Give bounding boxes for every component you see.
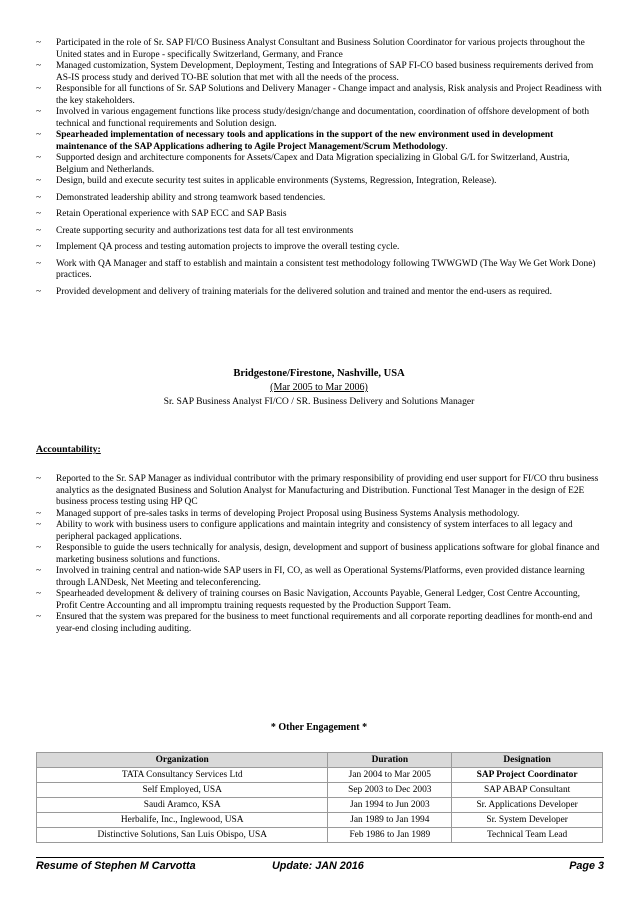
bullet-marker: ~	[36, 520, 42, 530]
accountability-item	[36, 520, 602, 543]
responsibility-text: Retain Operational experience with SAP ECC and SAP Basis	[56, 209, 287, 219]
footer-divider	[36, 857, 604, 858]
accountability-list	[36, 474, 602, 635]
responsibility-text: Create supporting security and authorizations test data for all test environments	[56, 225, 354, 236]
responsibility-text: Involved in various engagement functions like process study/design/change and documentation, coordination of offshore development of both technical and functional requirements and Solution design.	[56, 107, 590, 129]
column-header-designation: Designation	[452, 753, 603, 768]
responsibilities-list	[36, 38, 602, 298]
other-engagement-heading: * Other Engagement *	[270, 722, 368, 733]
duration-cell: Jan 1994 to Jun 2003	[328, 798, 452, 813]
accountability-item	[36, 474, 602, 509]
organization-cell: Self Employed, USA	[37, 783, 328, 798]
organization-cell: Saudi Aramco, KSA	[37, 798, 328, 813]
bullet-marker: ~	[36, 612, 42, 622]
responsibility-text: Work with QA Manager and staff to establish and maintain a consistent test methodology following TWWGWD (The Way We Get Work Done) practices.	[56, 258, 596, 280]
responsibility-item	[36, 226, 602, 238]
bullet-marker: ~	[36, 508, 42, 519]
bullet-marker: ~	[36, 192, 42, 203]
bullet-marker: ~	[36, 130, 42, 140]
bullet-marker: ~	[36, 258, 42, 269]
accountability-text: Involved in training central and nation-wide SAP users in FI, CO, as well as Operational Systems/Platforms, even provided distance learning through LANDesk, Net Meeting and teleconferencing.	[56, 566, 585, 588]
designation-cell: Technical Team Lead	[452, 828, 603, 843]
responsibility-item	[36, 130, 602, 153]
bullet-marker: ~	[36, 38, 42, 48]
organization-cell: Herbalife, Inc., Inglewood, USA	[37, 813, 328, 828]
table-row	[37, 768, 603, 783]
accountability-text: Ensured that the system was prepared for the business to meet functional requirements and all corporate reporting deadlines for month-end and year-end closing including auditing.	[56, 612, 593, 634]
responsibility-text: Demonstrated leadership ability and strong teamwork based tendencies.	[56, 192, 326, 203]
designation-cell: SAP ABAP Consultant	[452, 783, 603, 798]
accountability-item	[36, 612, 602, 635]
accountability-heading: Accountability:	[36, 444, 101, 455]
duration-cell: Sep 2003 to Dec 2003	[328, 783, 452, 798]
responsibility-text: Responsible for all functions of Sr. SAP Solutions and Delivery Manager - Change impact and analysis, Risk analysis and Project Readiness with the key stakeholders.	[56, 84, 602, 106]
responsibility-item	[36, 242, 602, 254]
table-row	[37, 783, 603, 798]
accountability-text: Responsible to guide the users technically for analysis, design, development and support of business applications software for global finance and marketing business solutions and functions.	[56, 543, 600, 565]
bullet-marker: ~	[36, 566, 42, 576]
responsibility-text: Spearheaded implementation of necessary tools and applications in the support of the new environment used in development maintenance of the SAP Applications adhering to Agile Project Management/Scrum Methodology	[56, 130, 554, 152]
bullet-marker: ~	[36, 176, 42, 186]
organization-cell: Distinctive Solutions, San Luis Obispo, USA	[37, 828, 328, 843]
engagement-table	[36, 752, 603, 843]
responsibility-item	[36, 61, 602, 84]
accountability-text: Ability to work with business users to configure applications and maintain integrity and consistency of system interfaces to all legacy and peripheral packaged applications.	[56, 520, 573, 542]
bullet-marker: ~	[36, 225, 42, 236]
responsibility-text: Managed customization, System Development, Deployment, Testing and Integrations of SAP FI-CO based business requirements derived from AS-IS process study and derived TO-BE solution that met with all the needs of the process.	[56, 61, 594, 83]
employment-dates: (Mar 2005 to Mar 2006)	[270, 382, 368, 393]
bullet-marker: ~	[36, 474, 42, 484]
responsibility-item	[36, 153, 602, 176]
duration-cell: Feb 1986 to Jan 1989	[328, 828, 452, 843]
bullet-marker: ~	[36, 209, 42, 219]
accountability-text: Managed support of pre-sales tasks in terms of developing Project Proposal using Business Systems Analysis methodology.	[56, 508, 520, 519]
responsibility-item	[36, 193, 602, 205]
footer-resume-name: Resume of Stephen M Carvotta	[36, 860, 196, 872]
bullet-marker: ~	[36, 153, 42, 163]
bullet-marker: ~	[36, 84, 42, 94]
accountability-text: Reported to the Sr. SAP Manager as individual contributor with the primary responsibility of providing end user support for FI/CO thru business analytics as the designated Business and Solution Analyst for Manufacturing and Distribution. Functional Test Manager in the design of E2E business process testing using HP QC	[56, 474, 599, 507]
designation-cell: Sr. System Developer	[452, 813, 603, 828]
duration-cell: Jan 2004 to Mar 2005	[328, 768, 452, 783]
footer-page-number: Page 3	[569, 860, 604, 872]
accountability-text: Spearheaded development & delivery of training courses on Basic Navigation, Accounts Payable, General Ledger, Cost Centre Accounting, Profit Centre Accounting and all impromptu training requests requested by the Production Support Team.	[56, 589, 580, 611]
designation-cell: SAP Project Coordinator	[452, 768, 603, 783]
responsibility-item	[36, 176, 602, 188]
accountability-item	[36, 566, 602, 589]
table-row	[37, 798, 603, 813]
accountability-item	[36, 509, 602, 521]
responsibility-text: Supported design and architecture components for Assets/Capex and Data Migration specializing in Global G/L for Switzerland, Austria, Belgium and Netherlands.	[56, 153, 570, 175]
responsibility-text: Implement QA process and testing automation projects to improve the overall testing cycle.	[56, 242, 400, 252]
responsibility-text: Participated in the role of Sr. SAP FI/CO Business Analyst Consultant and Business Solution Coordinator for various projects throughout the United states and in Europe - specifically Switzerland, Germany, and France	[56, 38, 585, 60]
responsibility-item	[36, 209, 602, 221]
responsibility-item	[36, 259, 602, 282]
column-header-organization: Organization	[37, 753, 328, 768]
responsibility-text: Design, build and execute security test suites in applicable environments (Systems, Regression, Integration, Release).	[56, 176, 497, 186]
organization-cell: TATA Consultancy Services Ltd	[37, 768, 328, 783]
footer-update-date: Update: JAN 2016	[272, 860, 364, 872]
accountability-item	[36, 543, 602, 566]
responsibility-suffix: .	[445, 141, 448, 152]
employer-name: Bridgestone/Firestone, Nashville, USA	[233, 368, 405, 379]
designation-cell: Sr. Applications Developer	[452, 798, 603, 813]
responsibility-item	[36, 287, 602, 299]
responsibility-item	[36, 107, 602, 130]
bullet-marker: ~	[36, 589, 42, 599]
responsibility-item	[36, 38, 602, 61]
bullet-marker: ~	[36, 286, 42, 297]
table-row	[37, 813, 603, 828]
bullet-marker: ~	[36, 61, 42, 71]
column-header-duration: Duration	[328, 753, 452, 768]
bullet-marker: ~	[36, 543, 42, 553]
responsibility-item	[36, 84, 602, 107]
bullet-marker: ~	[36, 107, 42, 117]
engagement-header-row	[37, 753, 603, 768]
bullet-marker: ~	[36, 242, 42, 252]
responsibility-text: Provided development and delivery of training materials for the delivered solution and trained and mentor the end-users as required.	[56, 286, 552, 297]
job-title: Sr. SAP Business Analyst FI/CO / SR. Business Delivery and Solutions Manager	[163, 396, 475, 407]
table-row	[37, 828, 603, 843]
accountability-item	[36, 589, 602, 612]
duration-cell: Jan 1989 to Jan 1994	[328, 813, 452, 828]
engagement-table-body	[37, 768, 603, 843]
